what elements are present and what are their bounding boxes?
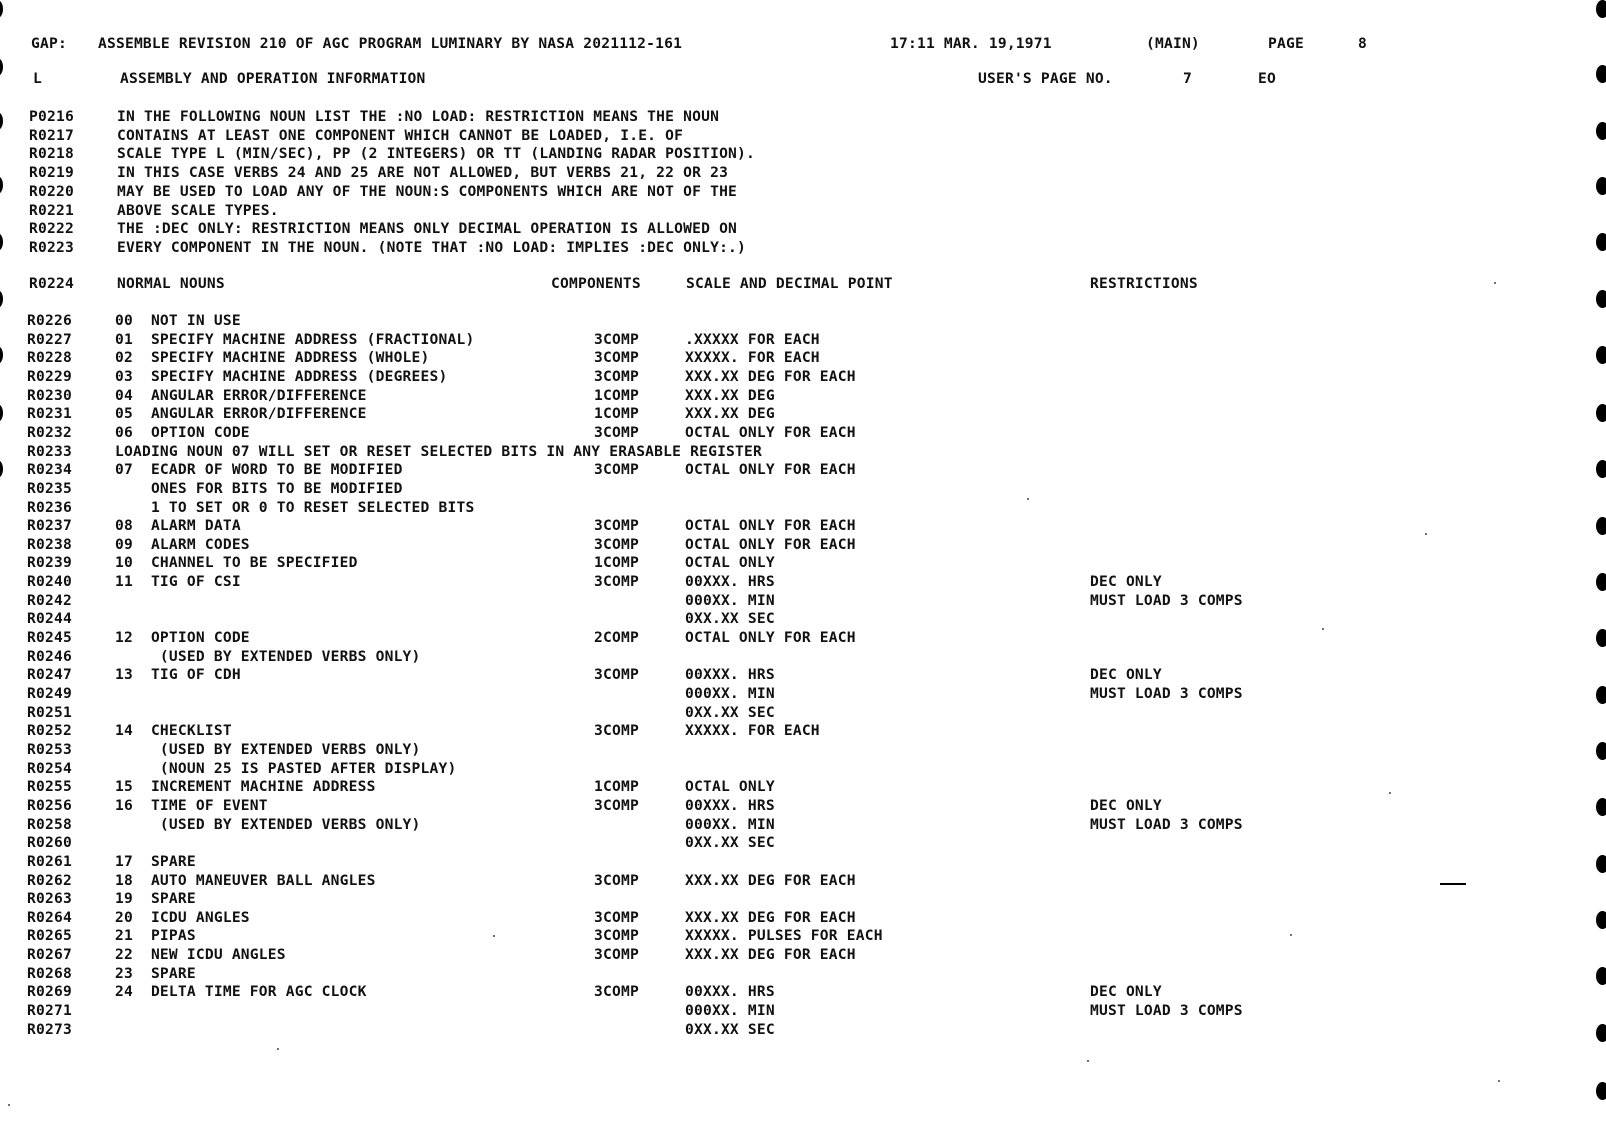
noun-description: 14 CHECKLIST <box>115 722 232 739</box>
component-count: 3COMP <box>594 536 639 553</box>
row-id: R0258 <box>27 816 72 833</box>
row-id: R0249 <box>27 685 72 702</box>
scale-decimal-point: 00XXX. HRS <box>685 666 775 683</box>
noun-description: 13 TIG OF CDH <box>115 666 241 683</box>
feed-hole <box>0 404 3 422</box>
intro-line-text: MAY BE USED TO LOAD ANY OF THE NOUN:S COMPONENTS WHICH ARE NOT OF THE <box>117 183 738 200</box>
row-id: R0252 <box>27 722 72 739</box>
user-page-label: USER'S PAGE NO. <box>978 70 1113 87</box>
noun-description: 16 TIME OF EVENT <box>115 797 268 814</box>
noun-description: 01 SPECIFY MACHINE ADDRESS (FRACTIONAL) <box>115 331 475 348</box>
component-count: 3COMP <box>594 424 639 441</box>
component-count: 3COMP <box>594 517 639 534</box>
row-id: R0226 <box>27 312 72 329</box>
intro-line-text: THE :DEC ONLY: RESTRICTION MEANS ONLY DECIMAL OPERATION IS ALLOWED ON <box>117 220 738 237</box>
scale-decimal-point: 00XXX. HRS <box>685 573 775 590</box>
component-count: 1COMP <box>594 387 639 404</box>
component-count: 2COMP <box>594 629 639 646</box>
feed-hole <box>1596 346 1606 364</box>
row-id: R0273 <box>27 1021 72 1038</box>
speck <box>493 935 495 937</box>
l-label: L <box>33 70 42 87</box>
row-id: R0234 <box>27 461 72 478</box>
eo-label: EO <box>1258 70 1276 87</box>
feed-hole <box>1596 1082 1606 1100</box>
scale-decimal-point: 00XXX. HRS <box>685 797 775 814</box>
noun-description: 07 ECADR OF WORD TO BE MODIFIED <box>115 461 403 478</box>
assemble-title: ASSEMBLE REVISION 210 OF AGC PROGRAM LUMINARY BY NASA 2021112-161 <box>98 35 683 52</box>
row-id: R0233 <box>27 443 72 460</box>
noun-description: 09 ALARM CODES <box>115 536 250 553</box>
speck <box>8 1104 10 1106</box>
row-id: R0268 <box>27 965 72 982</box>
restriction: MUST LOAD 3 COMPS <box>1090 685 1243 702</box>
scale-decimal-point: XXXXX. FOR EACH <box>685 349 820 366</box>
scale-decimal-point: XXXXX. PULSES FOR EACH <box>685 927 883 944</box>
row-id: R0229 <box>27 368 72 385</box>
component-count: 1COMP <box>594 778 639 795</box>
noun-description: LOADING NOUN 07 WILL SET OR RESET SELECTED BITS IN ANY ERASABLE REGISTER <box>115 443 763 460</box>
row-id: R0242 <box>27 592 72 609</box>
row-id: R0256 <box>27 797 72 814</box>
noun-description: 19 SPARE <box>115 890 196 907</box>
noun-description: 12 OPTION CODE <box>115 629 250 646</box>
speck <box>1290 934 1292 936</box>
restriction: MUST LOAD 3 COMPS <box>1090 1002 1243 1019</box>
component-count: 3COMP <box>594 797 639 814</box>
component-count: 3COMP <box>594 722 639 739</box>
feed-hole <box>1596 517 1606 535</box>
noun-description: 17 SPARE <box>115 853 196 870</box>
speck <box>1087 1060 1089 1062</box>
row-id: R0267 <box>27 946 72 963</box>
restriction: DEC ONLY <box>1090 573 1162 590</box>
row-id: R0262 <box>27 872 72 889</box>
noun-description: 03 SPECIFY MACHINE ADDRESS (DEGREES) <box>115 368 448 385</box>
feed-hole <box>1596 798 1606 816</box>
component-count: 3COMP <box>594 368 639 385</box>
feed-hole <box>1596 855 1606 873</box>
row-id: R0231 <box>27 405 72 422</box>
noun-description: 24 DELTA TIME FOR AGC CLOCK <box>115 983 367 1000</box>
pencil-dash-mark <box>1440 883 1466 885</box>
scale-decimal-point: 0XX.XX SEC <box>685 834 775 851</box>
noun-description: (NOUN 25 IS PASTED AFTER DISPLAY) <box>115 760 457 777</box>
intro-line-text: EVERY COMPONENT IN THE NOUN. (NOTE THAT :NO LOAD: IMPLIES :DEC ONLY:.) <box>117 239 747 256</box>
page-number: 8 <box>1358 35 1367 52</box>
scale-decimal-point: OCTAL ONLY <box>685 554 775 571</box>
table-header-scale: SCALE AND DECIMAL POINT <box>686 275 893 292</box>
feed-hole <box>1596 122 1606 140</box>
scale-decimal-point: XXX.XX DEG FOR EACH <box>685 946 856 963</box>
scale-decimal-point: OCTAL ONLY FOR EACH <box>685 536 856 553</box>
intro-line-text: CONTAINS AT LEAST ONE COMPONENT WHICH CANNOT BE LOADED, I.E. OF <box>117 127 684 144</box>
noun-description: 21 PIPAS <box>115 927 196 944</box>
noun-description: 18 AUTO MANEUVER BALL ANGLES <box>115 872 376 889</box>
scale-decimal-point: XXX.XX DEG <box>685 405 775 422</box>
intro-line-text: IN THIS CASE VERBS 24 AND 25 ARE NOT ALLOWED, BUT VERBS 21, 22 OR 23 <box>117 164 729 181</box>
page-label: PAGE <box>1268 35 1304 52</box>
row-id: R0247 <box>27 666 72 683</box>
line-id: R0217 <box>29 127 74 144</box>
restriction: DEC ONLY <box>1090 666 1162 683</box>
row-id: R0236 <box>27 499 72 516</box>
speck <box>1494 282 1496 284</box>
row-id: R0245 <box>27 629 72 646</box>
scale-decimal-point: XXXXX. FOR EACH <box>685 722 820 739</box>
noun-description: 1 TO SET OR 0 TO RESET SELECTED BITS <box>115 499 475 516</box>
noun-description: 08 ALARM DATA <box>115 517 241 534</box>
row-id: R0246 <box>27 648 72 665</box>
table-header-components: COMPONENTS <box>551 275 641 292</box>
row-id: R0228 <box>27 349 72 366</box>
component-count: 3COMP <box>594 331 639 348</box>
line-id: R0221 <box>29 202 74 219</box>
scale-decimal-point: OCTAL ONLY FOR EACH <box>685 629 856 646</box>
noun-description: 11 TIG OF CSI <box>115 573 241 590</box>
table-header-nouns: NORMAL NOUNS <box>117 275 225 292</box>
row-id: R0232 <box>27 424 72 441</box>
row-id: R0264 <box>27 909 72 926</box>
feed-hole <box>1596 629 1606 647</box>
row-id: R0260 <box>27 834 72 851</box>
row-id: R0239 <box>27 554 72 571</box>
feed-hole <box>1596 233 1606 251</box>
feed-hole <box>0 346 3 364</box>
intro-line-text: SCALE TYPE L (MIN/SEC), PP (2 INTEGERS) OR TT (LANDING RADAR POSITION). <box>117 145 756 162</box>
feed-hole <box>0 460 3 478</box>
noun-description: 10 CHANNEL TO BE SPECIFIED <box>115 554 358 571</box>
feed-hole <box>1596 573 1606 591</box>
line-id: R0220 <box>29 183 74 200</box>
component-count: 3COMP <box>594 573 639 590</box>
feed-hole <box>1596 290 1606 308</box>
speck <box>1027 498 1029 500</box>
speck <box>1389 792 1391 794</box>
feed-hole <box>1596 911 1606 929</box>
speck <box>277 1048 279 1050</box>
row-id: R0254 <box>27 760 72 777</box>
component-count: 3COMP <box>594 349 639 366</box>
scale-decimal-point: XXX.XX DEG FOR EACH <box>685 872 856 889</box>
scale-decimal-point: .XXXXX FOR EACH <box>685 331 820 348</box>
speck <box>1425 533 1427 535</box>
scale-decimal-point: XXX.XX DEG <box>685 387 775 404</box>
feed-hole <box>0 290 3 308</box>
component-count: 3COMP <box>594 946 639 963</box>
scale-decimal-point: XXX.XX DEG FOR EACH <box>685 909 856 926</box>
feed-hole <box>1596 0 1606 18</box>
row-id: R0253 <box>27 741 72 758</box>
component-count: 1COMP <box>594 405 639 422</box>
feed-hole <box>0 112 3 130</box>
scale-decimal-point: 0XX.XX SEC <box>685 1021 775 1038</box>
row-id: R0227 <box>27 331 72 348</box>
table-header-id: R0224 <box>29 275 74 292</box>
scale-decimal-point: 0XX.XX SEC <box>685 610 775 627</box>
assembly-time: 17:11 MAR. 19,1971 <box>890 35 1052 52</box>
gap-label: GAP: <box>31 35 67 52</box>
row-id: R0263 <box>27 890 72 907</box>
row-id: R0240 <box>27 573 72 590</box>
feed-hole <box>1596 177 1606 195</box>
scale-decimal-point: 0XX.XX SEC <box>685 704 775 721</box>
scale-decimal-point: OCTAL ONLY FOR EACH <box>685 424 856 441</box>
user-page-number: 7 <box>1183 70 1192 87</box>
noun-description: 05 ANGULAR ERROR/DIFFERENCE <box>115 405 367 422</box>
feed-hole <box>0 58 3 76</box>
component-count: 3COMP <box>594 461 639 478</box>
line-id: R0223 <box>29 239 74 256</box>
noun-description: 00 NOT IN USE <box>115 312 241 329</box>
feed-hole <box>0 0 3 18</box>
scale-decimal-point: 000XX. MIN <box>685 816 775 833</box>
component-count: 3COMP <box>594 666 639 683</box>
row-id: R0238 <box>27 536 72 553</box>
table-header-restrictions: RESTRICTIONS <box>1090 275 1198 292</box>
noun-description: 02 SPECIFY MACHINE ADDRESS (WHOLE) <box>115 349 430 366</box>
feed-hole <box>0 176 3 194</box>
feed-hole <box>0 233 3 251</box>
scale-decimal-point: 000XX. MIN <box>685 592 775 609</box>
noun-description: 23 SPARE <box>115 965 196 982</box>
feed-hole <box>1596 742 1606 760</box>
line-id: R0222 <box>29 220 74 237</box>
row-id: R0244 <box>27 610 72 627</box>
scale-decimal-point: 000XX. MIN <box>685 1002 775 1019</box>
component-count: 3COMP <box>594 872 639 889</box>
noun-description: (USED BY EXTENDED VERBS ONLY) <box>115 741 421 758</box>
noun-description: 22 NEW ICDU ANGLES <box>115 946 286 963</box>
feed-hole <box>1596 460 1606 478</box>
main-label: (MAIN) <box>1146 35 1200 52</box>
row-id: R0237 <box>27 517 72 534</box>
noun-description: 20 ICDU ANGLES <box>115 909 250 926</box>
scale-decimal-point: 000XX. MIN <box>685 685 775 702</box>
noun-description: 15 INCREMENT MACHINE ADDRESS <box>115 778 376 795</box>
row-id: R0230 <box>27 387 72 404</box>
scale-decimal-point: 00XXX. HRS <box>685 983 775 1000</box>
noun-description: (USED BY EXTENDED VERBS ONLY) <box>115 648 421 665</box>
scale-decimal-point: XXX.XX DEG FOR EACH <box>685 368 856 385</box>
row-id: R0255 <box>27 778 72 795</box>
row-id: R0251 <box>27 704 72 721</box>
scale-decimal-point: OCTAL ONLY FOR EACH <box>685 517 856 534</box>
line-id: P0216 <box>29 108 74 125</box>
speck <box>1498 1080 1500 1082</box>
line-id: R0218 <box>29 145 74 162</box>
row-id: R0271 <box>27 1002 72 1019</box>
scale-decimal-point: OCTAL ONLY <box>685 778 775 795</box>
row-id: R0269 <box>27 983 72 1000</box>
noun-description: 06 OPTION CODE <box>115 424 250 441</box>
speck <box>1322 628 1324 630</box>
section-title: ASSEMBLY AND OPERATION INFORMATION <box>120 70 426 87</box>
component-count: 1COMP <box>594 554 639 571</box>
restriction: MUST LOAD 3 COMPS <box>1090 592 1243 609</box>
component-count: 3COMP <box>594 909 639 926</box>
feed-hole <box>1596 1024 1606 1042</box>
restriction: DEC ONLY <box>1090 983 1162 1000</box>
restriction: DEC ONLY <box>1090 797 1162 814</box>
component-count: 3COMP <box>594 983 639 1000</box>
feed-hole <box>1596 65 1606 83</box>
intro-line-text: IN THE FOLLOWING NOUN LIST THE :NO LOAD: RESTRICTION MEANS THE NOUN <box>117 108 720 125</box>
feed-hole <box>1596 404 1606 422</box>
noun-description: 04 ANGULAR ERROR/DIFFERENCE <box>115 387 367 404</box>
row-id: R0265 <box>27 927 72 944</box>
scale-decimal-point: OCTAL ONLY FOR EACH <box>685 461 856 478</box>
noun-description: (USED BY EXTENDED VERBS ONLY) <box>115 816 421 833</box>
component-count: 3COMP <box>594 927 639 944</box>
feed-hole <box>1596 686 1606 704</box>
intro-line-text: ABOVE SCALE TYPES. <box>117 202 279 219</box>
row-id: R0261 <box>27 853 72 870</box>
restriction: MUST LOAD 3 COMPS <box>1090 816 1243 833</box>
noun-description: ONES FOR BITS TO BE MODIFIED <box>115 480 403 497</box>
row-id: R0235 <box>27 480 72 497</box>
feed-hole <box>1596 967 1606 985</box>
line-id: R0219 <box>29 164 74 181</box>
